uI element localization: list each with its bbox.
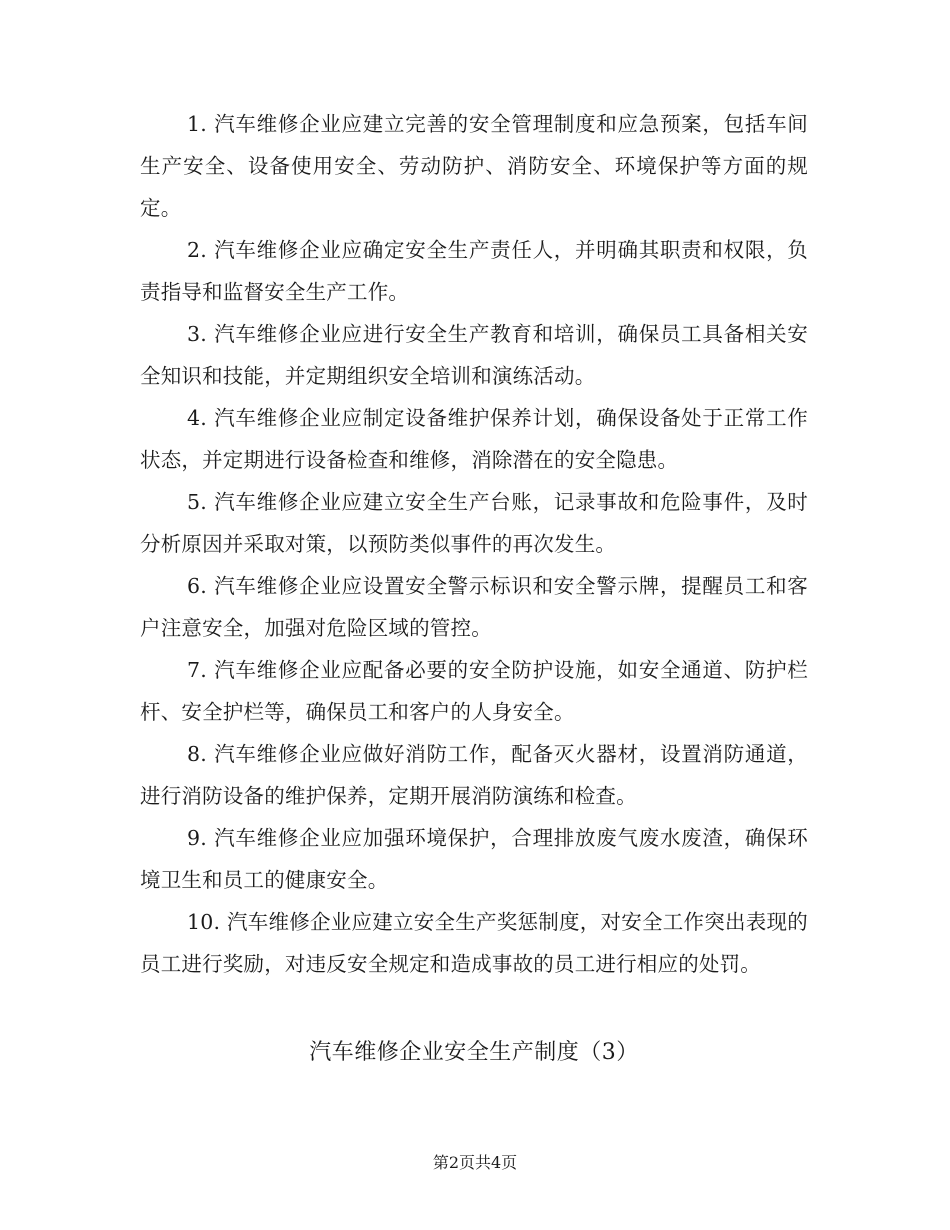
- paragraph-5: 5. 汽车维修企业应建立安全生产台账，记录事故和危险事件，及时分析原因并采取对策，以预防类似事件的再次发生。: [140, 490, 808, 556]
- paragraph-1: 1. 汽车维修企业应建立完善的安全管理制度和应急预案，包括车间生产安全、设备使用安全、劳动防护、消防安全、环境保护等方面的规定。: [140, 112, 808, 220]
- page-number-footer: 第2页共4页: [432, 1153, 518, 1172]
- paragraph-8: 8. 汽车维修企业应做好消防工作，配备灭火器材，设置消防通道，进行消防设备的维护保养，定期开展消防演练和检查。: [140, 742, 808, 808]
- document-body: [140, 103, 808, 985]
- paragraph-9: 9. 汽车维修企业应加强环境保护，合理排放废气废水废渣，确保环境卫生和员工的健康安全。: [140, 826, 808, 892]
- paragraph-4: 4. 汽车维修企业应制定设备维护保养计划，确保设备处于正常工作状态，并定期进行设备检查和维修，消除潜在的安全隐患。: [140, 406, 808, 472]
- paragraph-10: 10. 汽车维修企业应建立安全生产奖惩制度，对安全工作突出表现的员工进行奖励，对违反安全规定和造成事故的员工进行相应的处罚。: [140, 910, 808, 976]
- paragraph-7: 7. 汽车维修企业应配备必要的安全防护设施，如安全通道、防护栏杆、安全护栏等，确保员工和客户的人身安全。: [140, 658, 808, 724]
- paragraph-6: 6. 汽车维修企业应设置安全警示标识和安全警示牌，提醒员工和客户注意安全，加强对危险区域的管控。: [140, 574, 808, 640]
- paragraph-3: 3. 汽车维修企业应进行安全生产教育和培训，确保员工具备相关安全知识和技能，并定期组织安全培训和演练活动。: [140, 322, 808, 388]
- section-title: 汽车维修企业安全生产制度（3）: [309, 1040, 639, 1065]
- paragraph-2: 2. 汽车维修企业应确定安全生产责任人，并明确其职责和权限，负责指导和监督安全生产工作。: [140, 238, 808, 304]
